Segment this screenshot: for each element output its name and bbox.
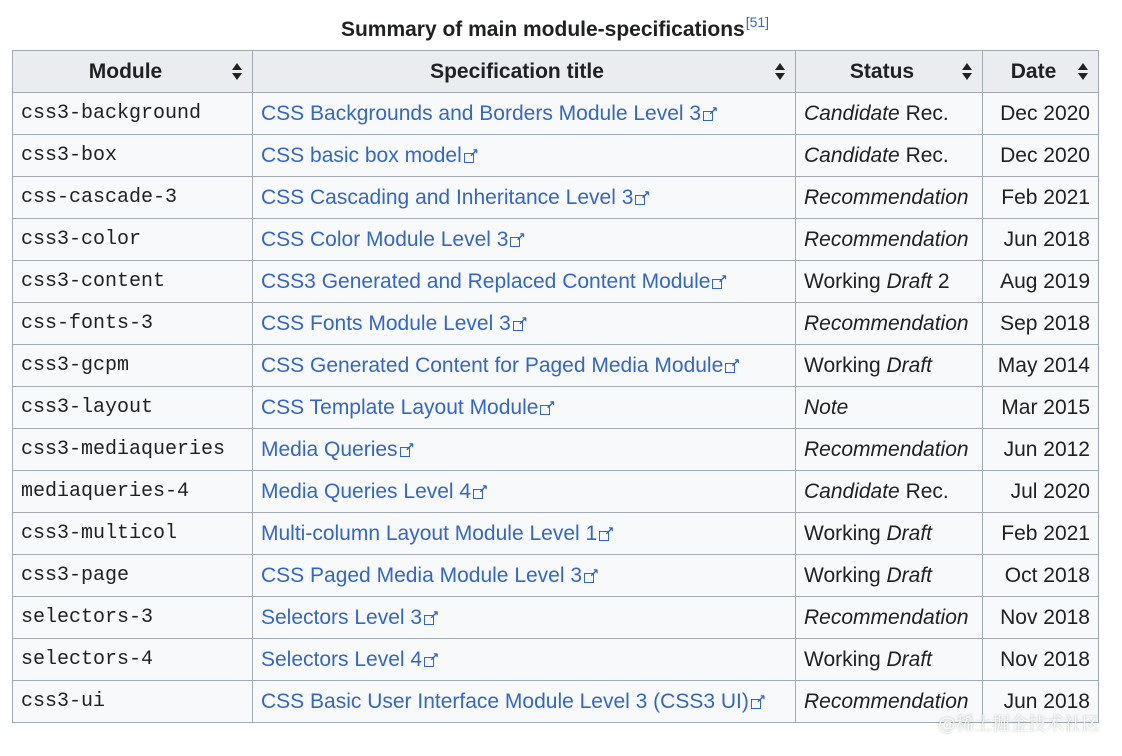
spec-title-cell	[253, 219, 796, 261]
spec-title-cell	[253, 597, 796, 639]
date-cell: Jun 2012	[983, 429, 1099, 471]
table-row	[13, 555, 1099, 597]
status-suffix: Rec.	[899, 479, 949, 503]
module-cell: css3-mediaqueries	[13, 429, 253, 471]
spec-title-cell	[253, 555, 796, 597]
spec-title-text: Multi-column Layout Module Level 1	[261, 521, 598, 545]
column-header-spec-title[interactable]	[253, 51, 796, 93]
status-italic: Recommendation	[804, 185, 969, 209]
spec-title-link[interactable]	[261, 438, 413, 461]
table-row	[13, 219, 1099, 261]
external-link-icon: ↗	[400, 444, 413, 457]
spec-title-text: CSS Template Layout Module	[261, 395, 539, 419]
external-link-icon: ↗	[424, 654, 437, 667]
external-link-icon: ↗	[635, 192, 648, 205]
status-cell	[796, 471, 983, 513]
module-cell: css-cascade-3	[13, 177, 253, 219]
module-cell: css3-background	[13, 93, 253, 135]
status-prefix: Working	[804, 353, 887, 377]
table-row	[13, 135, 1099, 177]
status-prefix: Working	[804, 647, 887, 671]
status-italic: Candidate	[804, 479, 900, 503]
external-link-icon: ↗	[424, 612, 437, 625]
spec-title-cell	[253, 681, 796, 723]
date-cell: Aug 2019	[983, 261, 1099, 303]
sort-arrows-icon[interactable]	[962, 63, 972, 81]
table-row	[13, 429, 1099, 471]
spec-title-text: Media Queries Level 4	[261, 479, 472, 503]
status-suffix: 2	[932, 269, 950, 293]
module-cell: css3-box	[13, 135, 253, 177]
status-prefix: Working	[804, 563, 887, 587]
table-row	[13, 639, 1099, 681]
module-cell: css3-ui	[13, 681, 253, 723]
spec-title-text: CSS Basic User Interface Module Level 3 (CSS3 UI)	[261, 689, 749, 713]
status-cell	[796, 639, 983, 681]
table-row	[13, 471, 1099, 513]
spec-title-text: CSS Color Module Level 3	[261, 227, 509, 251]
external-link-icon: ↗	[751, 696, 764, 709]
status-italic: Candidate	[804, 143, 900, 167]
status-italic: Draft	[886, 647, 932, 671]
date-cell: Feb 2021	[983, 177, 1099, 219]
column-header-label: Specification title	[430, 59, 604, 83]
spec-title-cell	[253, 429, 796, 471]
module-cell: selectors-3	[13, 597, 253, 639]
column-header-label: Status	[849, 59, 915, 83]
date-cell: Jun 2018	[983, 681, 1099, 723]
header-row	[13, 51, 1099, 93]
column-header-status[interactable]	[796, 51, 983, 93]
spec-title-link[interactable]	[261, 605, 440, 629]
status-italic: Draft	[886, 353, 932, 377]
spec-title-cell	[253, 387, 796, 429]
column-header-date[interactable]	[983, 51, 1099, 93]
spec-title-text: Media Queries	[261, 437, 398, 461]
column-header-label: Module	[88, 59, 163, 83]
date-cell: Dec 2020	[983, 93, 1099, 135]
status-italic: Recommendation	[804, 227, 969, 251]
status-prefix: Working	[804, 269, 887, 293]
table-row	[13, 261, 1099, 303]
module-cell: mediaqueries-4	[13, 471, 253, 513]
table-row	[13, 345, 1099, 387]
external-link-icon: ↗	[510, 234, 523, 247]
module-cell: css3-color	[13, 219, 253, 261]
spec-title-cell	[253, 345, 796, 387]
module-specifications-table	[12, 50, 1099, 723]
date-cell: May 2014	[983, 345, 1099, 387]
table-body	[13, 93, 1099, 723]
status-cell	[796, 93, 983, 135]
external-link-icon: ↗	[513, 318, 526, 331]
status-cell	[796, 387, 983, 429]
spec-title-link[interactable]	[261, 312, 526, 335]
external-link-icon: ↗	[725, 360, 738, 373]
status-italic: Recommendation	[804, 311, 969, 335]
spec-title-text: CSS3 Generated and Replaced Content Module	[261, 269, 711, 293]
module-cell: css3-content	[13, 261, 253, 303]
spec-title-link[interactable]	[261, 353, 741, 377]
table-row	[13, 681, 1099, 723]
spec-title-link[interactable]	[261, 563, 600, 587]
status-italic: Candidate	[804, 101, 900, 125]
table-row	[13, 303, 1099, 345]
date-cell: Nov 2018	[983, 597, 1099, 639]
spec-title-cell	[253, 177, 796, 219]
module-cell: css3-page	[13, 555, 253, 597]
module-cell: css3-gcpm	[13, 345, 253, 387]
spec-title-link[interactable]	[261, 395, 556, 419]
status-cell	[796, 345, 983, 387]
date-cell: Dec 2020	[983, 135, 1099, 177]
module-cell: css3-layout	[13, 387, 253, 429]
date-cell: Nov 2018	[983, 639, 1099, 681]
table-row	[13, 93, 1099, 135]
spec-title-cell	[253, 639, 796, 681]
date-cell: Sep 2018	[983, 303, 1099, 345]
spec-title-text: CSS Fonts Module Level 3	[261, 311, 511, 335]
external-link-icon: ↗	[473, 486, 486, 499]
external-link-icon: ↗	[584, 570, 597, 583]
spec-title-text: CSS basic box model	[261, 143, 462, 167]
spec-title-link[interactable]	[261, 269, 728, 293]
external-link-icon: ↗	[599, 528, 612, 541]
date-cell: Oct 2018	[983, 555, 1099, 597]
spec-title-text: CSS Cascading and Inheritance Level 3	[261, 185, 634, 209]
spec-title-cell	[253, 93, 796, 135]
sort-arrows-icon[interactable]	[1078, 63, 1088, 81]
module-cell: css-fonts-3	[13, 303, 253, 345]
spec-title-link[interactable]	[261, 101, 719, 125]
spec-title-cell	[253, 513, 796, 555]
spec-title-text: CSS Generated Content for Paged Media Module	[261, 353, 724, 377]
module-cell: css3-multicol	[13, 513, 253, 555]
external-link-icon: ↗	[703, 108, 716, 121]
spec-title-link[interactable]	[261, 144, 477, 167]
status-cell	[796, 555, 983, 597]
spec-title-link[interactable]	[261, 185, 651, 209]
status-suffix: Rec.	[899, 143, 949, 167]
table-row	[13, 513, 1099, 555]
status-italic: Draft	[886, 521, 932, 545]
table-row	[13, 177, 1099, 219]
column-header-module[interactable]	[13, 51, 253, 93]
status-cell	[796, 513, 983, 555]
status-prefix: Working	[804, 521, 887, 545]
caption-text: Summary of main module-specifications	[340, 18, 745, 41]
spec-title-cell	[253, 303, 796, 345]
status-cell	[796, 303, 983, 345]
status-italic: Recommendation	[804, 437, 969, 461]
spec-title-link[interactable]	[261, 227, 526, 251]
status-italic: Draft	[886, 269, 932, 293]
reference-link[interactable]: [51]	[745, 14, 770, 30]
status-suffix: Rec.	[899, 101, 949, 125]
date-cell: Feb 2021	[983, 513, 1099, 555]
status-italic: Draft	[886, 563, 932, 587]
status-italic: Recommendation	[804, 689, 969, 713]
status-italic: Recommendation	[804, 605, 969, 629]
spec-title-link[interactable]	[261, 690, 764, 713]
spec-title-link[interactable]	[261, 521, 615, 545]
status-italic: Note	[804, 395, 849, 419]
date-cell: Jun 2018	[983, 219, 1099, 261]
watermark: @稀土掘金技术社区	[938, 714, 1100, 735]
module-cell: selectors-4	[13, 639, 253, 681]
date-cell: Jul 2020	[983, 471, 1099, 513]
sort-arrows-icon[interactable]	[232, 63, 242, 81]
external-link-icon: ↗	[464, 150, 477, 163]
spec-title-text: Selectors Level 4	[261, 647, 423, 671]
spec-title-cell	[253, 471, 796, 513]
table-row	[13, 387, 1099, 429]
spec-title-text: CSS Backgrounds and Borders Module Level 3	[261, 101, 702, 125]
spec-title-cell	[253, 135, 796, 177]
date-cell: Mar 2015	[983, 387, 1099, 429]
spec-title-text: CSS Paged Media Module Level 3	[261, 563, 583, 587]
status-cell	[796, 219, 983, 261]
status-cell	[796, 177, 983, 219]
spec-title-link[interactable]	[261, 479, 489, 503]
table-row	[13, 597, 1099, 639]
spec-title-text: Selectors Level 3	[261, 605, 423, 629]
status-cell	[796, 597, 983, 639]
sort-arrows-icon[interactable]	[775, 63, 785, 81]
spec-title-cell	[253, 261, 796, 303]
status-cell	[796, 429, 983, 471]
external-link-icon: ↗	[712, 276, 725, 289]
status-cell	[796, 135, 983, 177]
external-link-icon: ↗	[540, 402, 553, 415]
table-caption	[0, 14, 1110, 42]
status-cell	[796, 261, 983, 303]
column-header-label: Date	[1010, 59, 1057, 83]
spec-title-link[interactable]	[261, 647, 440, 671]
